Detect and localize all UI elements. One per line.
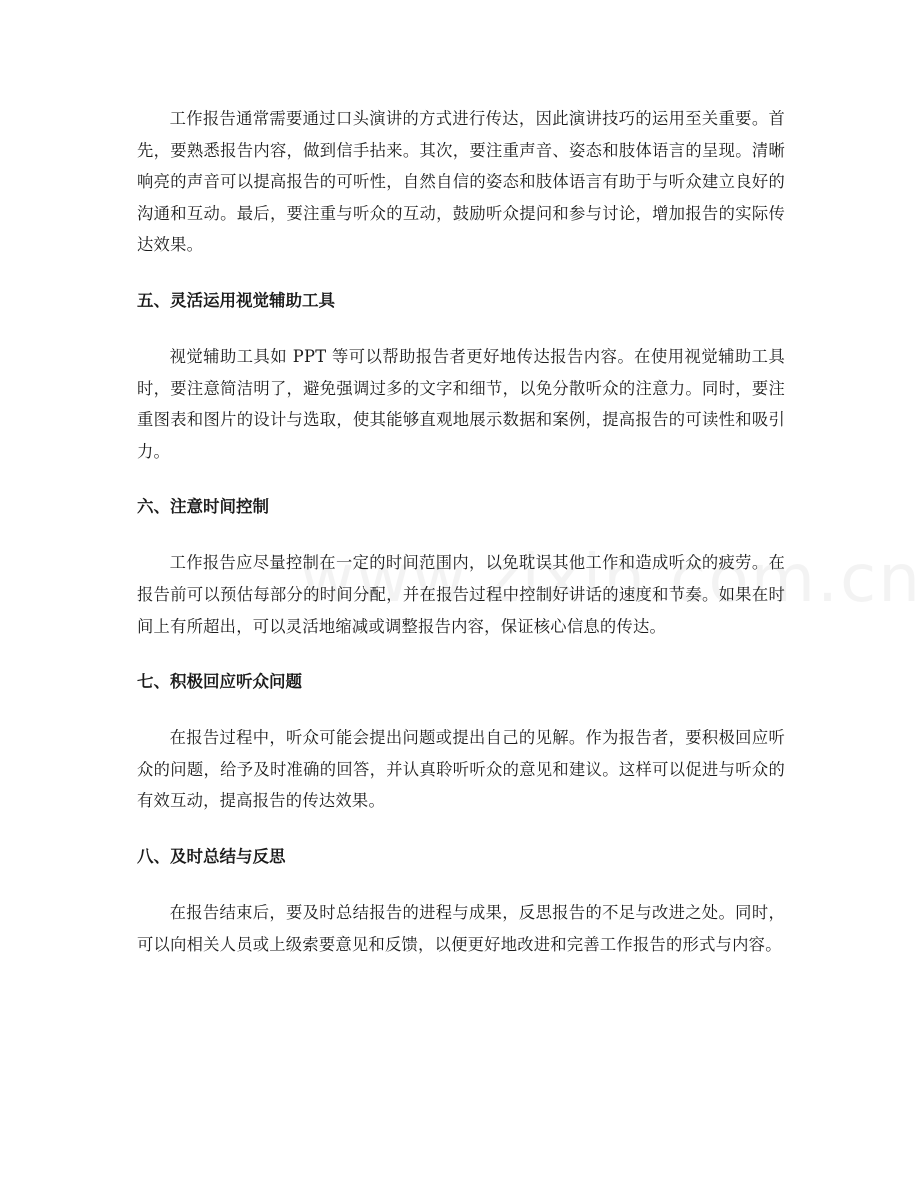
section-7-heading: 七、积极回应听众问题	[137, 672, 302, 692]
section-6-body: 工作报告应尽量控制在一定的时间范围内，以免耽误其他工作和造成听众的疲劳。在报告前可以预估每部分的时间分配，并在报告过程中控制好讲话的速度和节奏。如果在时间上有所超出，可以灵活地缩减或调整报告内容，保证核心信息的传达。	[137, 553, 785, 636]
intro-paragraph: 工作报告通常需要通过口头演讲的方式进行传达，因此演讲技巧的运用至关重要。首先，要熟悉报告内容，做到信手拈来。其次，要注重声音、姿态和肢体语言的呈现。清晰响亮的声音可以提高报告的可听性，自然自信的姿态和肢体语言有助于与听众建立良好的沟通和互动。最后，要注重与听众的互动，鼓励听众提问和参与讨论，增加报告的实际传达效果。	[137, 109, 785, 255]
section-5-heading: 五、灵活运用视觉辅助工具	[137, 290, 335, 310]
section-8-heading: 八、及时总结与反思	[137, 846, 286, 866]
section-6-heading: 六、注意时间控制	[137, 497, 269, 517]
section-7-body: 在报告过程中，听众可能会提出问题或提出自己的见解。作为报告者，要积极回应听众的问题，给予及时准确的回答，并认真聆听听众的意见和建议。这样可以促进与听众的有效互动，提高报告的传达效果。	[137, 728, 785, 811]
section-5-body: 视觉辅助工具如 PPT 等可以帮助报告者更好地传达报告内容。在使用视觉辅助工具时，要注意简洁明了，避免强调过多的文字和细节，以免分散听众的注意力。同时，要注重图表和图片的设计与选取，使其能够直观地展示数据和案例，提高报告的可读性和吸引力。	[137, 346, 785, 461]
document-page	[137, 103, 785, 960]
section-8-body: 在报告结束后，要及时总结报告的进程与成果，反思报告的不足与改进之处。同时，可以向相关人员或上级索要意见和反馈，以便更好地改进和完善工作报告的形式与内容。	[137, 902, 785, 954]
